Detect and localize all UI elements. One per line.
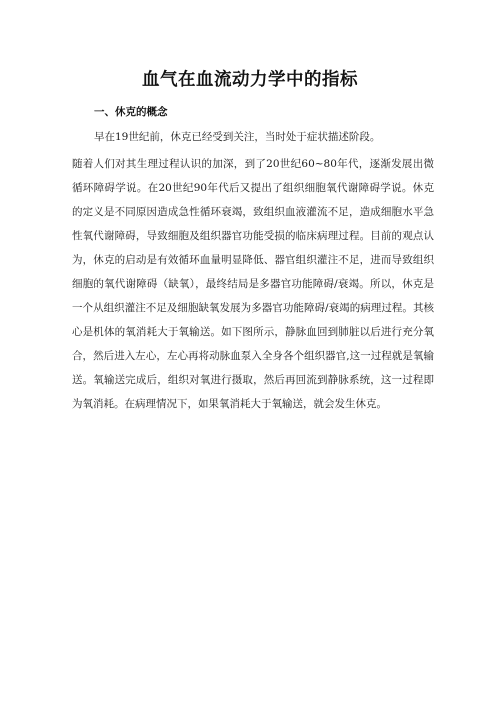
section-heading: 一、休克的概念 [94, 106, 168, 118]
body-paragraph: 随着人们对其生理过程认识的加深，到了20世纪60~80年代，逐渐发展出微循环障碍学说。在20世纪90年代后又提出了组织细胞氧代谢障碍学说。休克的定义是不同原因造成急性循环衰竭，致组织血液灌流不足，造成细胞水平急性氧代谢障碍，导致细胞及组织器官功能受损的临床病理过程。目前的观点认为，休克的启动是有效循环血量明显降低、器官组织灌注不足，进而导致组织细胞的氧代谢障碍（缺氧），最终结局是多器官功能障碍/衰竭。所以，休克是一个从组织灌注不足及细胞缺氧发展为多器官功能障碍/衰竭的病理过程。其核心是机体的氧消耗大于氧输送。如下图所示，静脉血回到肺脏以后进行充分氧合，然后进入左心，左心再将动脉血泵入全身各个组织器官,这一过程就是氧输送。氧输送完成后，组织对氧进行摄取，然后再回流到静脉系统，这一过程即为氧消耗。在病理情况下，如果氧消耗大于氧输送，就会发生休克。 [72, 158, 434, 410]
intro-paragraph: 早在19世纪前，休克已经受到关注，当时处于症状描述阶段。 [94, 131, 381, 143]
document-title: 血气在血流动力学中的指标 [142, 70, 358, 90]
